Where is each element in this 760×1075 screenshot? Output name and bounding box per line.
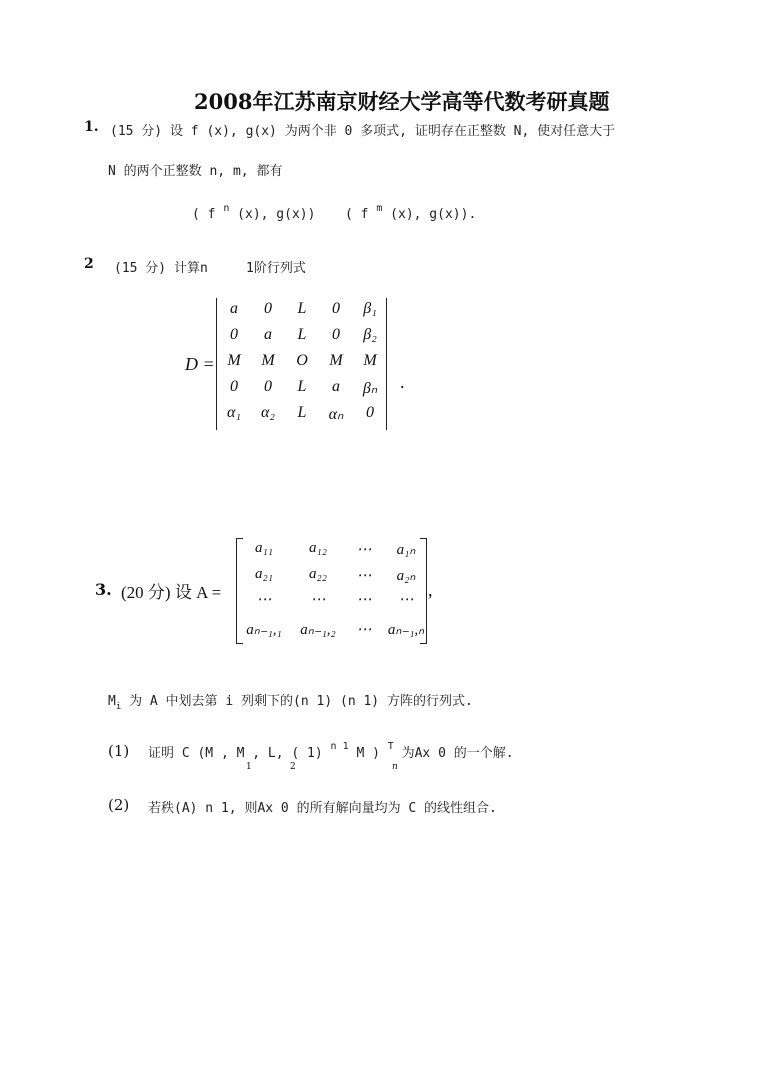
q3-mat-cell-r4-c4: aₙ₋₁,ₙ [387, 622, 425, 638]
q3-part1-sup: n 1 [330, 741, 349, 752]
q2-det-cell-r2-c2: a [264, 326, 272, 343]
q3-matrix [240, 540, 425, 642]
q3-part1-label: (1) [108, 742, 130, 760]
q3-mat-cell-r3-c1: ⋯ [256, 592, 272, 608]
q2-trailing: . [400, 372, 405, 392]
q3-mat-cell-r1-c2: a₁₂ [309, 540, 327, 556]
q1-formula-a-open: ( f [192, 207, 216, 222]
q2-text-a: (15 分) 计算n [114, 261, 208, 276]
q3-mat-cell-r1-c3: ⋯ [356, 542, 372, 558]
q2-det-cell-r5-c5: 0 [366, 404, 374, 421]
q2-det-cell-r2-c5: β₂ [363, 326, 377, 343]
q3-part1-main: 证明 C (M , M , L, ( 1) [148, 746, 323, 761]
q3-mat-cell-r2-c4: a₂ₙ [396, 568, 416, 584]
q1-formula-b-open: ( f [345, 207, 369, 222]
q2-det-cell-r3-c1: M [227, 352, 241, 369]
q2-det-cell-r3-c3: O [296, 352, 308, 369]
q3-mat-cell-r4-c1: aₙ₋₁,₁ [246, 622, 282, 638]
q2-det-cell-r5-c4: αₙ [328, 406, 344, 423]
q2-det-cell-r5-c1: α₁ [227, 404, 241, 421]
q3-description [108, 690, 473, 712]
q3-trailing: , [428, 580, 433, 600]
q2-det-cell-r3-c5: M [363, 352, 377, 369]
q1-formula-a [192, 203, 316, 222]
q3-mat-cell-r3-c2: ⋯ [310, 592, 326, 608]
page-title: 2008年江苏南京财经大学高等代数考研真题 [194, 89, 610, 114]
q2-det-cell-r1-c3: L [297, 300, 307, 317]
q3-text: (20 分) 设 A = [121, 583, 222, 602]
q3-part1-sub2: 2 [290, 762, 296, 772]
q1-formula-a-rest: (x), g(x)) [237, 207, 316, 222]
q3-part2-text: 若秩(A) n 1, 则Ax 0 的所有解向量均为 C 的线性组合. [148, 801, 497, 816]
q3-mat-cell-r3-c4: ⋯ [398, 592, 414, 608]
q1-number: 1. [84, 119, 99, 135]
q2-det-cell-r2-c4: 0 [332, 326, 340, 343]
q1-formula-a-sup: n [223, 203, 230, 214]
q3-mat-cell-r4-c2: aₙ₋₁,₂ [300, 622, 336, 638]
q3-mat-cell-r4-c3: ⋯ [356, 622, 372, 638]
q1-line2: N 的两个正整数 n, m, 都有 [108, 164, 283, 179]
q2-det-cell-r1-c5: β₁ [363, 300, 377, 317]
q2-det-cell-r3-c4: M [329, 352, 343, 369]
q2-det-cell-r1-c2: 0 [264, 300, 272, 317]
q2-det-cell-r2-c3: L [297, 326, 307, 343]
q2-det-cell-r4-c4: a [332, 378, 340, 395]
q2-det-cell-r4-c1: 0 [230, 378, 238, 395]
q3-part1-tail: M ) [356, 746, 380, 761]
q3-mat-cell-r2-c2: a₂₂ [309, 566, 327, 582]
q3-number: 3. [95, 580, 112, 599]
q2-det-cell-r4-c2: 0 [264, 378, 272, 395]
q3-part1-text [148, 742, 514, 761]
q1-formula-b [345, 203, 477, 222]
q1-formula-b-sup: m [376, 203, 383, 214]
q3-mat-cell-r1-c1: a₁₁ [255, 540, 273, 556]
q2-det-cell-r2-c1: 0 [230, 326, 238, 343]
q2-det-cell-r5-c2: α₂ [261, 404, 275, 421]
q1-formula-b-rest: (x), g(x)). [390, 207, 477, 222]
q3-part2-label: (2) [108, 796, 130, 814]
q3-desc-rest: 为 A 中划去第 i 列剩下的(n 1) (n 1) 方阵的行列式. [129, 694, 473, 709]
q2-det-cell-r3-c2: M [261, 352, 275, 369]
q3-part1-sub1: 1 [246, 762, 252, 772]
q2-det-cell-r1-c4: 0 [332, 300, 340, 317]
q3-desc-m: M [108, 694, 116, 709]
q2-determinant [214, 300, 386, 430]
q3-mat-cell-r2-c3: ⋯ [356, 568, 372, 584]
q3-mat-cell-r2-c1: a₂₁ [255, 566, 273, 582]
q3-desc-sub: i [115, 702, 122, 712]
q2-text-b: 1阶行列式 [246, 261, 306, 276]
q3-mat-cell-r3-c3: ⋯ [356, 592, 372, 608]
q3-part1-end: 为Ax 0 的一个解. [401, 746, 514, 761]
q2-det-cell-r4-c3: L [297, 378, 307, 395]
q2-det-cell-r1-c1: a [230, 300, 238, 317]
q1-line1: (15 分) 设 f (x), g(x) 为两个非 0 多项式, 证明存在正整数 N, 使对任意大于 [110, 124, 616, 139]
q2-det-cell-r4-c5: βₙ [362, 380, 378, 397]
q3-part1-supT: T [387, 741, 394, 752]
q2-number: 2 [84, 256, 94, 272]
q2-det-label: D = [185, 354, 215, 374]
q3-part1-subn: n [392, 762, 398, 772]
q3-mat-cell-r1-c4: a₁ₙ [396, 542, 416, 558]
q2-det-cell-r5-c3: L [297, 404, 307, 421]
